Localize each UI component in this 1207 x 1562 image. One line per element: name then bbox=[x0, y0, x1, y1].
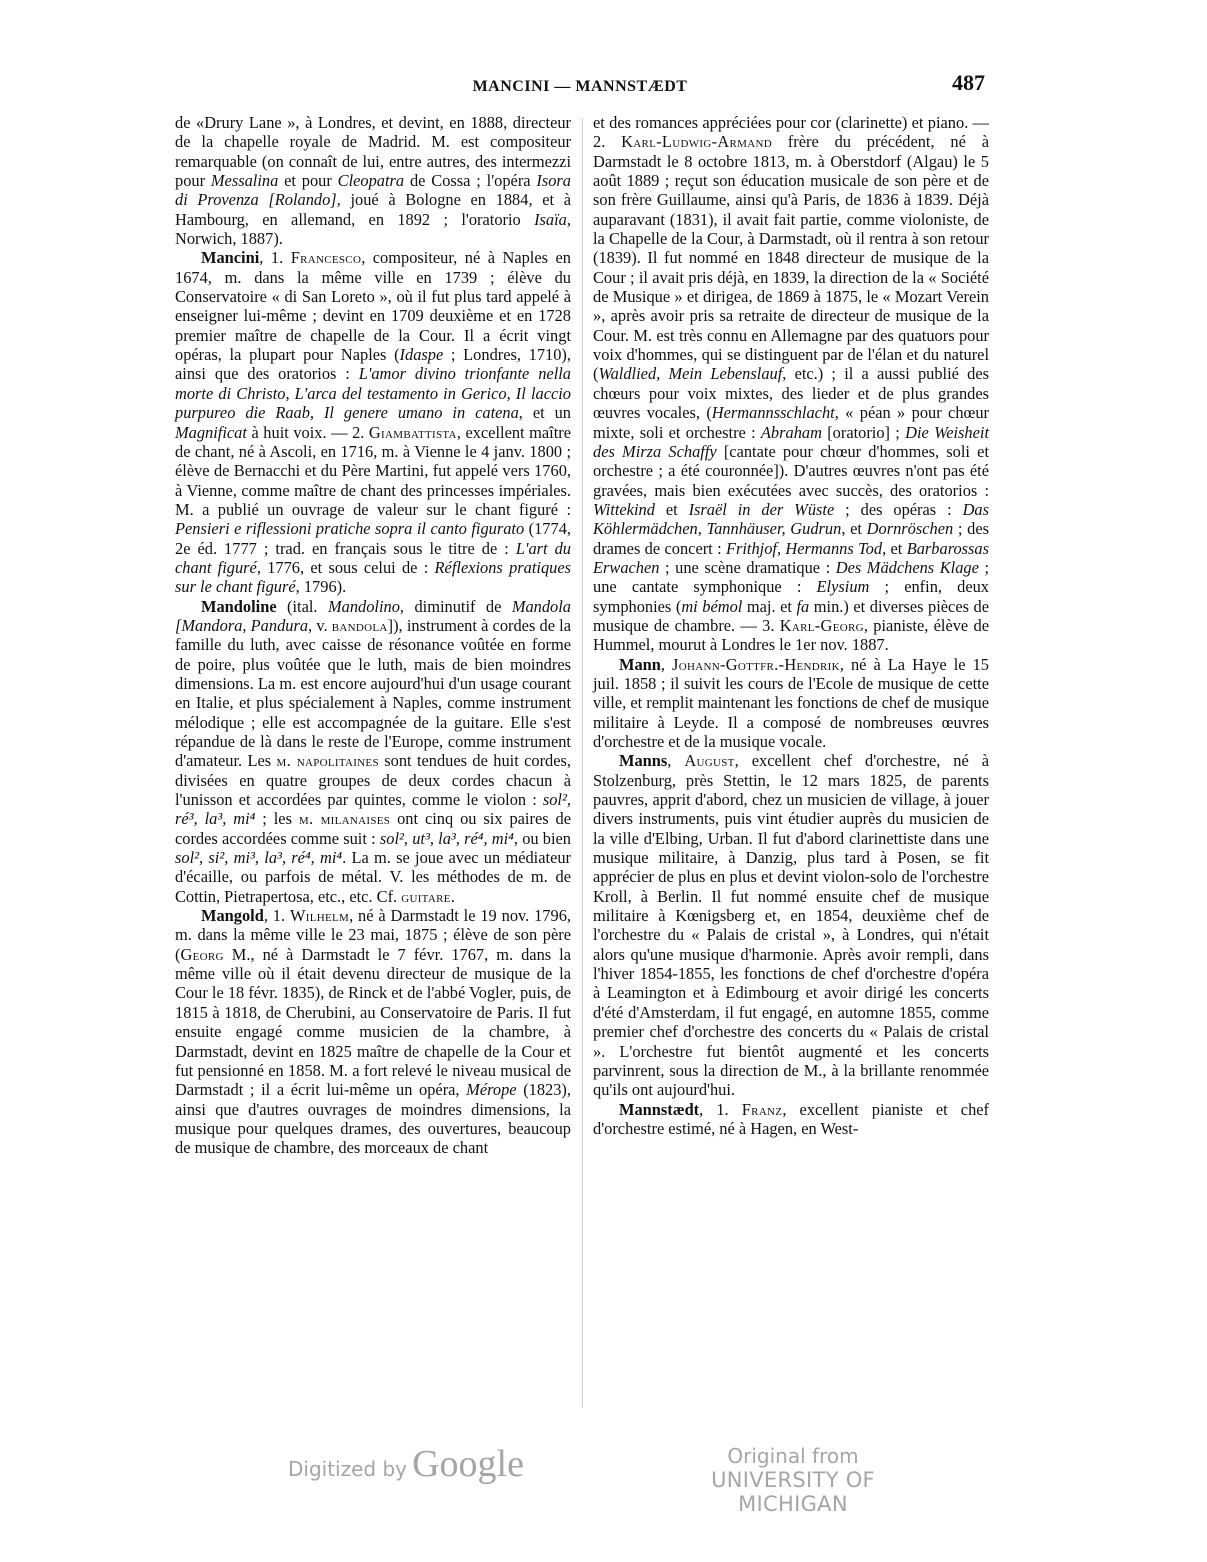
text-run: , né à Darmstadt le 19 nov. 1796, m. dans la même ville le 23 mai, 1875 ; élève de son père ( bbox=[175, 906, 571, 964]
entry-headword: Manns bbox=[619, 751, 668, 771]
page-header bbox=[175, 70, 985, 100]
italic-text: Isora di Provenza [Rolando] bbox=[175, 171, 571, 210]
italic-text: Das Köhlermädchen, Tannhäuser, Gudrun bbox=[593, 499, 989, 539]
text-run: et bbox=[654, 499, 689, 519]
article-paragraph bbox=[175, 113, 571, 248]
text-run: , pianiste, élève de Hummel, mourut à Londres le 1er nov. 1887. bbox=[593, 615, 989, 655]
running-title: MANCINI — MANNSTÆDT bbox=[472, 78, 688, 95]
text-run: , « péan » pour chœur mixte, soli et orchestre : bbox=[593, 403, 990, 442]
article-paragraph bbox=[175, 906, 571, 1157]
text-run: et des romances appréciées pour cor (clarinette) et piano. — 2. bbox=[593, 113, 989, 152]
italic-text: L'amor divino trionfante nella morte di Christo, L'arca del testamento in Gerico, Il laccio purpureo die Raab, Il genere umano in catena bbox=[175, 364, 571, 423]
italic-text: Abraham bbox=[760, 422, 822, 442]
text-run: , ou bien bbox=[513, 828, 572, 848]
italic-text: Isaïa bbox=[534, 209, 567, 229]
italic-text: Mandola [Mandora, Pandura bbox=[175, 596, 571, 635]
italic-text: Dornröschen bbox=[866, 519, 954, 539]
text-run: ; Londres, 1710), ainsi que des oratorios : bbox=[175, 345, 571, 384]
text-run: , etc.) ; il a aussi publié des chœurs pour voix mixtes, des lieder et de plus grandes œuvres vocales, ( bbox=[593, 364, 989, 423]
italic-text: sol², si², mi³, la³, ré⁴, mi⁴ bbox=[175, 848, 343, 868]
text-run: , 1796). bbox=[295, 577, 347, 597]
italic-text: sol², ré³, la³, mi⁴ bbox=[175, 790, 571, 829]
text-run: . La m. se joue avec un médiateur d'écaille, ou parfois de métal. V. les méthodes de m. de Cottin, Pietrapertosa, etc., etc. Cf. bbox=[175, 848, 571, 906]
text-run: . bbox=[450, 886, 455, 906]
text-run: , bbox=[667, 751, 685, 771]
italic-text: Barbarossas Erwachen bbox=[593, 538, 989, 577]
text-run: , excellent maître de chant, né à Ascoli, en 1716, m. à Vienne le 4 janv. 1800 ; élève de Bernacchi et du Père Martini, fut appelé vers 1760, à Vienne, comme maître de chant des princesses impériales. M. a publié un ouvrage de valeur sur le chant figuré : bbox=[175, 422, 572, 519]
original-from-text: Original from bbox=[727, 1444, 859, 1468]
text-run: ; des opéras : bbox=[834, 499, 963, 519]
original-from-watermark bbox=[668, 1444, 918, 1516]
entry-headword: Mannstædt bbox=[619, 1099, 700, 1119]
text-run: (ital. bbox=[276, 596, 328, 616]
right-column bbox=[593, 113, 989, 1138]
italic-text: sol², ut³, la³, ré⁴, mi⁴ bbox=[379, 828, 514, 848]
small-caps-name: Karl-Georg bbox=[779, 615, 864, 635]
small-caps-name: Wilhelm bbox=[289, 906, 350, 926]
left-column bbox=[175, 113, 571, 1158]
small-caps-name: m. napolitaines bbox=[276, 751, 379, 771]
italic-text: L'art du chant figuré bbox=[175, 538, 571, 577]
text-run: , né à La Haye le 15 juil. 1858 ; il suivit les cours de l'Ecole de musique de cette ville, et remplit maintenant les fonctions de chef de musique militaire à Leyde. Il a composé de nombreuses œuvres d'orchestre et de la musique vocale. bbox=[593, 654, 989, 751]
italic-text: Mérope bbox=[466, 1080, 517, 1100]
text-run: , 1. bbox=[263, 906, 290, 926]
article-paragraph bbox=[593, 113, 989, 655]
text-run: ont cinq ou six paires de cordes accordées comme suit : bbox=[175, 809, 571, 848]
text-run: , excellent chef d'orchestre, né à Stolzenburg, près Stettin, le 12 mars 1825, de parents pauvres, apprit d'abord, chez un musicien de village, à jouer divers instruments, puis vint étudier auprès du musicien de la ville d'Elbing, Urban. Il fut d'abord clarinettiste dans une musique militaire, à Danzig, plus tard à Posen, se fit apprécier de plus en plus et devint violon-solo de l'orchestre Kroll, à Berlin. Il fut nommé ensuite chef de musique militaire à Kœnigsberg et, en 1854, deuxième chef de l'orchestre du « Palais de cristal », à Londres, qui n'était alors qu'une musique d'harmonie. Après avoir rempli, dans l'hiver 1854-1855, les fonctions de chef d'orchestre d'opéra à Leamington et à Edimbourg et avoir dirigé les concerts d'été d'Amsterdam, il fut engagé, en automne 1855, comme premier chef d'orchestre des concerts du « Palais de cristal ». L'orchestre fut bientôt augmenté et les concerts parvinrent, sous la direction de M., à la brillante renommée qu'ils ont aujourd'hui. bbox=[593, 751, 989, 1100]
italic-text: Cleopatra bbox=[337, 171, 405, 191]
text-run: , 1. bbox=[699, 1099, 742, 1119]
text-run: , et bbox=[882, 538, 907, 558]
italic-text: Mandolino bbox=[327, 596, 400, 616]
text-run: ; une scène dramatique : bbox=[659, 557, 836, 577]
text-run: ; enfin, deux symphonies ( bbox=[593, 577, 989, 616]
text-run: et pour bbox=[278, 171, 338, 191]
text-run: de Cossa ; l'opéra bbox=[404, 171, 537, 191]
italic-text: Waldlied, Mein Lebenslauf bbox=[598, 364, 783, 384]
small-caps-name: Johann-Gottfr.-Hendrik bbox=[672, 654, 840, 674]
small-caps-name: guitare bbox=[401, 886, 451, 906]
text-run: , 1776, et sous celui de : bbox=[256, 557, 435, 577]
italic-text: Frithjof, Hermanns Tod bbox=[725, 538, 883, 558]
small-caps-name: bandola bbox=[331, 615, 388, 635]
italic-text: Hermannsschlacht bbox=[711, 403, 835, 423]
small-caps-name: Georg bbox=[180, 944, 224, 964]
text-run: maj. et bbox=[742, 596, 797, 616]
text-run: , bbox=[660, 654, 673, 674]
text-run: , diminutif de bbox=[399, 596, 512, 616]
small-caps-name: Franz bbox=[741, 1099, 783, 1119]
italic-text: Elysium bbox=[816, 577, 870, 597]
text-run: sont tendues de huit cordes, divisées en quatre groupes de deux cordes chacun à l'unisson et accordées par quintes, comme le violon : bbox=[175, 751, 571, 810]
italic-text: fa bbox=[796, 596, 810, 616]
text-run: ; les bbox=[255, 809, 299, 829]
text-run: [cantate pour chœur d'hommes, soli et orchestre ; a été couronnée]). D'autres œuvres n'ont pas été gravées, mais bien exécutées avec succès, des oratorios : bbox=[593, 441, 989, 500]
italic-text: Réflexions pratiques sur le chant figuré bbox=[175, 557, 572, 597]
text-run: , et un bbox=[518, 403, 572, 423]
text-run: de «Drury Lane », à Londres, et devint, en 1888, directeur de la chapelle royale de Madrid. M. est compositeur remarquable (on connaît de lui, entre autres, des intermezzi pour bbox=[175, 113, 571, 191]
italic-text: Des Mädchens Klage bbox=[835, 557, 979, 577]
footer bbox=[0, 1438, 1207, 1516]
italic-text: Pensieri e riflessioni pratiche sopra il canto figurato bbox=[175, 519, 525, 539]
text-run: [oratorio] ; bbox=[821, 422, 906, 442]
italic-text: Messalina bbox=[210, 171, 279, 191]
italic-text: Magnificat bbox=[175, 422, 247, 442]
text-run: ; des drames de concert : bbox=[593, 519, 989, 558]
page-number: 487 bbox=[952, 70, 985, 95]
small-caps-name: Francesco bbox=[290, 248, 362, 268]
text-run: (1823), ainsi que d'autres ouvrages de moindres dimensions, la musique pour quelques drames, des ouvertures, beaucoup de musique de chambre, des morceaux de chant bbox=[175, 1080, 571, 1158]
small-caps-name: m. milanaises bbox=[298, 809, 391, 829]
small-caps-name: August bbox=[684, 751, 735, 771]
entry-headword: Mann bbox=[619, 654, 661, 674]
text-run: ]), instrument à cordes de la famille du luth, avec caisse de résonance voûtée en forme de poire, plus voûtée que le luth, mais de bien moindres dimensions. La m. est encore aujourd'hui d'un usage courant en Italie, et plus spécialement à Naples, comme instrument mélodique ; elle est accompagnée de la guitare. Elle s'est répandue de là dans le reste de l'Europe, comme instrument d'amateur. Les bbox=[175, 615, 571, 771]
italic-text: Idaspe bbox=[399, 345, 444, 365]
text-run: (1774, 2e éd. 1777 ; trad. en français sous le titre de : bbox=[175, 519, 571, 558]
text-run: , v. bbox=[308, 615, 332, 635]
university-text: UNIVERSITY OF MICHIGAN bbox=[711, 1468, 875, 1516]
text-run: , et bbox=[841, 519, 867, 539]
digitized-by-watermark bbox=[288, 1442, 524, 1486]
entry-headword: Mancini bbox=[201, 248, 260, 268]
text-run: , joué à Bologne en 1884, et à Hambourg, en allemand, en 1892 ; l'oratorio bbox=[175, 190, 571, 229]
text-run: frère du précédent, né à Darmstadt le 8 octobre 1813, m. à Oberstdorf (Algau) le 5 août 1889 ; reçut son éducation musicale de son père et de son frère Guillaume, ainsi qu'à Paris, de 1836 à 1839. Déjà auparavant (1831), il avait fait partie, comme violoniste, de la Chapelle de la Cour, à Darmstadt, où il rentra à son retour (1839). Il fut nommé en 1848 directeur de musique de la Cour ; il avait pris déjà, en 1839, la direction de la « Société de Musique » et dirigea, de 1869 à 1875, le « Mozart Verein », après avoir pris sa retraite de directeur de musique de la Cour. M. est très connu en Allemagne par des quatuors pour voix d'hommes, qui se distinguent par de l'élan et du naturel ( bbox=[593, 132, 989, 384]
text-run: , excellent pianiste et chef d'orchestre estimé, né à Hagen, en West- bbox=[593, 1099, 990, 1138]
digitized-prefix: Digitized by bbox=[288, 1457, 407, 1481]
italic-text: Israël in der Wüste bbox=[688, 499, 835, 519]
article-paragraph bbox=[593, 655, 989, 752]
article-paragraph bbox=[175, 597, 571, 907]
google-logo-text: Google bbox=[412, 1443, 524, 1485]
text-run: , compositeur, né à Naples en 1674, m. dans la même ville en 1739 ; élève du Conservatoire « di San Loreto », où il fut plus tard appelé à enseigner lui-même ; devint en 1709 deuxième et en 1728 premier maître de chapelle de la Cour. Il a écrit vingt opéras, la plupart pour Naples ( bbox=[175, 248, 571, 365]
italic-text: mi bémol bbox=[681, 596, 743, 616]
text-run: min.) et diverses pièces de musique de chambre. — 3. bbox=[593, 596, 989, 635]
article-paragraph bbox=[593, 751, 989, 1099]
article-paragraph bbox=[593, 1100, 989, 1139]
small-caps-name: Karl-Ludwig-Armand bbox=[621, 132, 772, 152]
italic-text: Die Weisheit des Mirza Schaffy bbox=[593, 422, 989, 461]
text-run: ; une cantate symphonique : bbox=[593, 557, 990, 597]
column-divider bbox=[582, 118, 583, 1408]
entry-headword: Mangold bbox=[201, 906, 264, 926]
small-caps-name: Giambattista bbox=[368, 422, 457, 442]
text-run: M., né à Darmstadt le 7 févr. 1767, m. dans la même ville où il était devenu directeur de musique de la Cour le 18 févr. 1835), de Rinck et de l'abbé Vogler, puis, de 1815 à 1818, de Cherubini, au Conservatoire de Paris. Il fut ensuite engagé comme musicien de la chambre, à Darmstadt, devint en 1825 maître de chapelle de la Cour et fut pensionné en 1858. M. a fort relevé le niveau musical de Darmstadt ; il a écrit lui-même un opéra, bbox=[175, 944, 571, 1100]
entry-headword: Mandoline bbox=[201, 596, 277, 616]
article-paragraph bbox=[175, 248, 571, 596]
text-run: , 1. bbox=[259, 248, 291, 268]
text-run: , Norwich, 1887). bbox=[175, 209, 571, 249]
italic-text: Wittekind bbox=[593, 499, 655, 519]
text-run: à huit voix. — 2. bbox=[246, 422, 369, 442]
